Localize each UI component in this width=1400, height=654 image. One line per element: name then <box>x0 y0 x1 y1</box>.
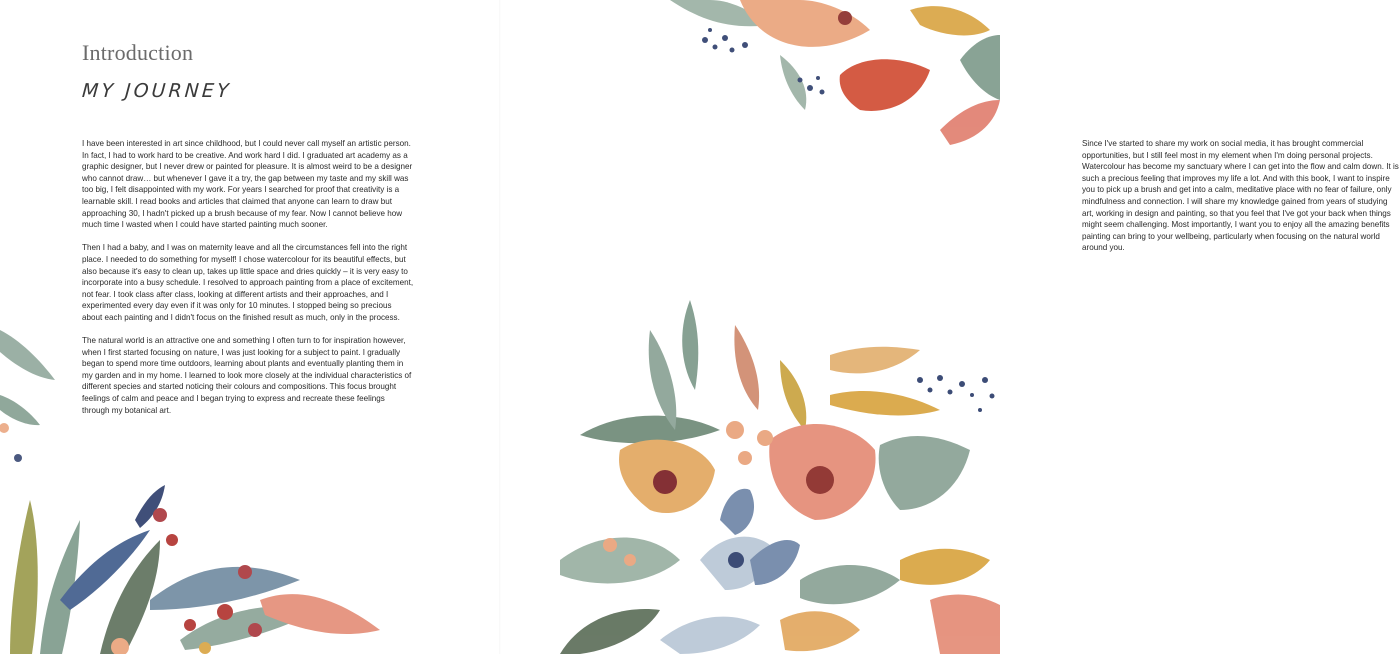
leaf-icon <box>0 330 55 380</box>
paragraph: I have been interested in art since childhood, but I could never call myself an artistic person. In fact, I had to work hard to be creative. And work hard I did. I graduated art academy as a graphic designer, but I never drew or painted for pleasure. It is almost weird to be a designer who cannot draw… but whenever I gave it a try, the gap between my taste and my skill was too big, I felt disappointed with my work. For years I searched for proof that creativity is a learnable skill. I read books and articles that claimed that anyone can learn to draw but approaching 30, I hadn't picked up a brush because of my fear. Now I cannot believe how much time I wasted when I could have started painting much sooner. <box>82 139 413 230</box>
berry-icon <box>153 508 167 522</box>
leaf-icon <box>0 395 40 425</box>
right-page <box>500 0 1399 654</box>
leaf-icon <box>260 594 380 634</box>
leaf-icon <box>879 436 970 510</box>
leaf-icon <box>940 100 1000 145</box>
page-title: Introduction <box>82 40 194 65</box>
leaf-icon <box>830 347 920 374</box>
leaf-icon <box>649 330 677 430</box>
left-page <box>0 0 500 654</box>
flower-center-icon <box>653 470 677 494</box>
leaf-icon <box>930 595 1000 654</box>
flower-icon <box>840 59 930 111</box>
flower-center-icon <box>838 11 852 25</box>
berry-icon <box>199 642 211 654</box>
leaf-icon <box>734 325 759 410</box>
right-text-column <box>1082 138 1400 266</box>
paragraph: The natural world is an attractive one and something I often turn to for inspiration however, when I first started focusing on nature, I was just looking for a subject to paint. I gradually began to spend more time outdoors, learning about plants and eventually planting them in my garden and in my home. I learned to look more closely at the individual characteristics of different species and started noticing their colours and compositions. This focus brought feelings of calm and peace and I began trying to express and recreate these feelings through my botanical art. <box>82 336 412 415</box>
leaf-icon <box>580 416 720 444</box>
leaf-icon <box>910 6 990 35</box>
berry-icon <box>184 619 196 631</box>
flower-center-icon <box>806 466 834 494</box>
berry-icon <box>14 454 22 462</box>
flower-center-icon <box>728 552 744 568</box>
leaf-icon <box>560 609 660 654</box>
berry-icon <box>248 623 262 637</box>
leaf-icon <box>660 617 760 654</box>
flower-icon <box>740 0 870 47</box>
section-subtitle: MY JOURNEY <box>81 80 233 102</box>
berry-icon <box>166 534 178 546</box>
leaf-icon <box>960 35 1000 100</box>
paragraph: Then I had a baby, and I was on maternity leave and all the circumstances fell into the right place. I needed to do something for myself! I chose watercolour for its beautiful effects, but also because it's easy to clean up, takes up little space and dries quickly – it is very easy to incorporate into a busy schedule. I resolved to approach painting from a place of excitement, not fear. I took class after class, looking at different artists and their approaches, and I experimented every day even if it was only for 10 minutes. I stopped being so precious about each painting and I didn't focus on the finished result as much, only in the process. <box>82 243 414 322</box>
leaf-icon <box>780 360 806 430</box>
berry-icon <box>0 423 9 433</box>
leaf-icon <box>560 538 680 584</box>
leaf-icon <box>900 549 990 585</box>
berry-icon <box>217 604 233 620</box>
leaf-icon <box>780 55 806 110</box>
flower-icon <box>720 489 754 535</box>
leaf-icon <box>10 500 38 654</box>
leaf-icon <box>830 391 940 415</box>
botanical-illustration-right <box>500 0 1000 654</box>
leaf-icon <box>780 611 860 651</box>
leaf-icon <box>800 565 900 604</box>
berry-icon <box>238 565 252 579</box>
leaf-icon <box>682 300 698 390</box>
page-gutter <box>499 0 501 654</box>
paragraph: Since I've started to share my work on social media, it has brought commercial opportunities, but I still feel most in my element when I'm doing personal projects. Watercolour has become my sanctuary where I can get into the flow and calm down. It is such a precious feeling that improves my life a lot. And with this book, I want to inspire you to pick up a brush and get into a calm, meditative place with no fear of failure, only mindfulness and connection. I will share my knowledge gained from years of studying art, working in design and painting, so that you feel that I've got your back when things might seem challenging. Most importantly, I want you to enjoy all the amazing benefits painting can bring to your wellbeing, particularly when focusing on the natural world around you. <box>1082 139 1399 253</box>
left-text-column <box>82 138 414 428</box>
